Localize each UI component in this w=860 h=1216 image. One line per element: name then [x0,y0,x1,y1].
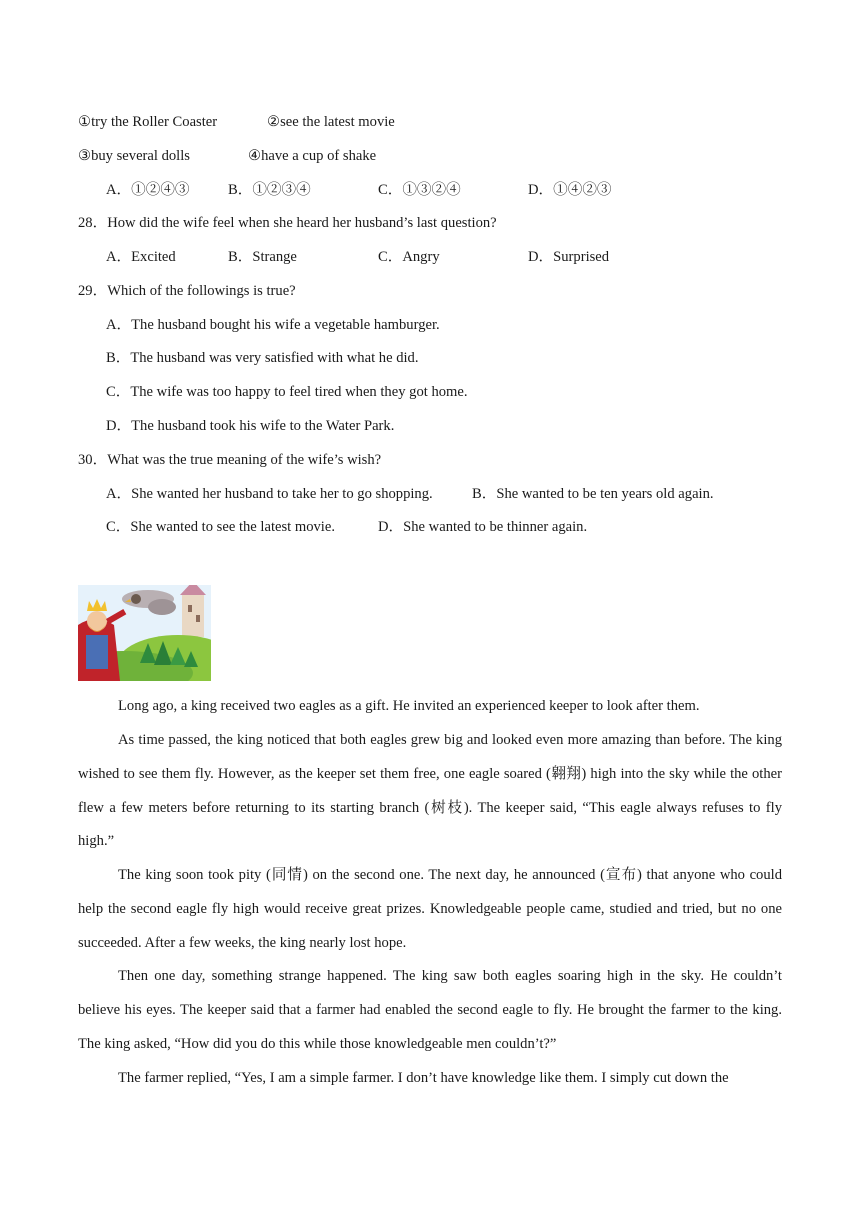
q27-item-4: ④have a cup of shake [248,148,377,164]
q30-option-d[interactable]: D．She wanted to be thinner again. [378,519,588,535]
king-eagle-illustration [78,585,211,681]
passage-paragraph-3: The king soon took pity (同情) on the second one. The next day, he announced (宣布) that anyone who could help the second eagle fly high would receive great prizes. Knowledgeable people came, studied and tried, but no one succeeded. After a few weeks, the king nearly lost hope. [78,867,782,951]
q28-option-c[interactable]: C．Angry [378,249,440,265]
q29-option-d[interactable]: D．The husband took his wife to the Water Park. [106,418,395,434]
q29-option-b[interactable]: B．The husband was very satisfied with what he did. [106,350,419,366]
passage-paragraph-1: Long ago, a king received two eagles as a gift. He invited an experienced keeper to look after them. [118,698,700,714]
q27-option-d[interactable]: D．①④②③ [528,182,612,198]
q29-option-c[interactable]: C．The wife was too happy to feel tired when they got home. [106,384,468,400]
q27-option-c[interactable]: C．①③②④ [378,182,461,198]
passage-paragraph-4: Then one day, something strange happened. The king saw both eagles soaring high in the sky. He couldn’t believe his eyes. The keeper said that a farmer had enabled the second eagle to fly. He brought the farmer to the king. The king asked, “How did you do this while those knowledgeable men couldn’t?” [78,968,782,1052]
q28-option-d[interactable]: D．Surprised [528,249,610,265]
passage-paragraph-2: As time passed, the king noticed that both eagles grew big and looked even more amazing than before. The king wished to see them fly. However, as the keeper set them free, one eagle soared (翱翔) high into the sky while the other flew a few meters before returning to its starting branch (树枝). The keeper said, “This eagle always refuses to fly high.” [78,732,782,850]
passage-paragraph-5: The farmer replied, “Yes, I am a simple farmer. I don’t have knowledge like them. I simply cut down the [118,1070,729,1086]
q28-question: 28．How did the wife feel when she heard her husband’s last question? [78,215,497,231]
q27-option-a[interactable]: A．①②④③ [106,182,190,198]
q30-option-c[interactable]: C．She wanted to see the latest movie. [106,519,335,535]
q27-option-b[interactable]: B．①②③④ [228,182,311,198]
q29-question: 29．Which of the followings is true? [78,283,296,299]
q30-option-a[interactable]: A．She wanted her husband to take her to go shopping. [106,486,433,502]
q30-option-b[interactable]: B．She wanted to be ten years old again. [472,486,714,502]
q27-item-1: ①try the Roller Coaster [78,114,218,130]
q29-option-a[interactable]: A．The husband bought his wife a vegetable hamburger. [106,317,440,333]
q27-item-2: ②see the latest movie [267,114,395,130]
king-eagle-illustration-svg [78,585,211,681]
q30-question: 30．What was the true meaning of the wife’s wish? [78,452,382,468]
q28-option-b[interactable]: B．Strange [228,249,297,265]
q28-option-a[interactable]: A．Excited [106,249,176,265]
q27-item-3: ③buy several dolls [78,148,190,164]
